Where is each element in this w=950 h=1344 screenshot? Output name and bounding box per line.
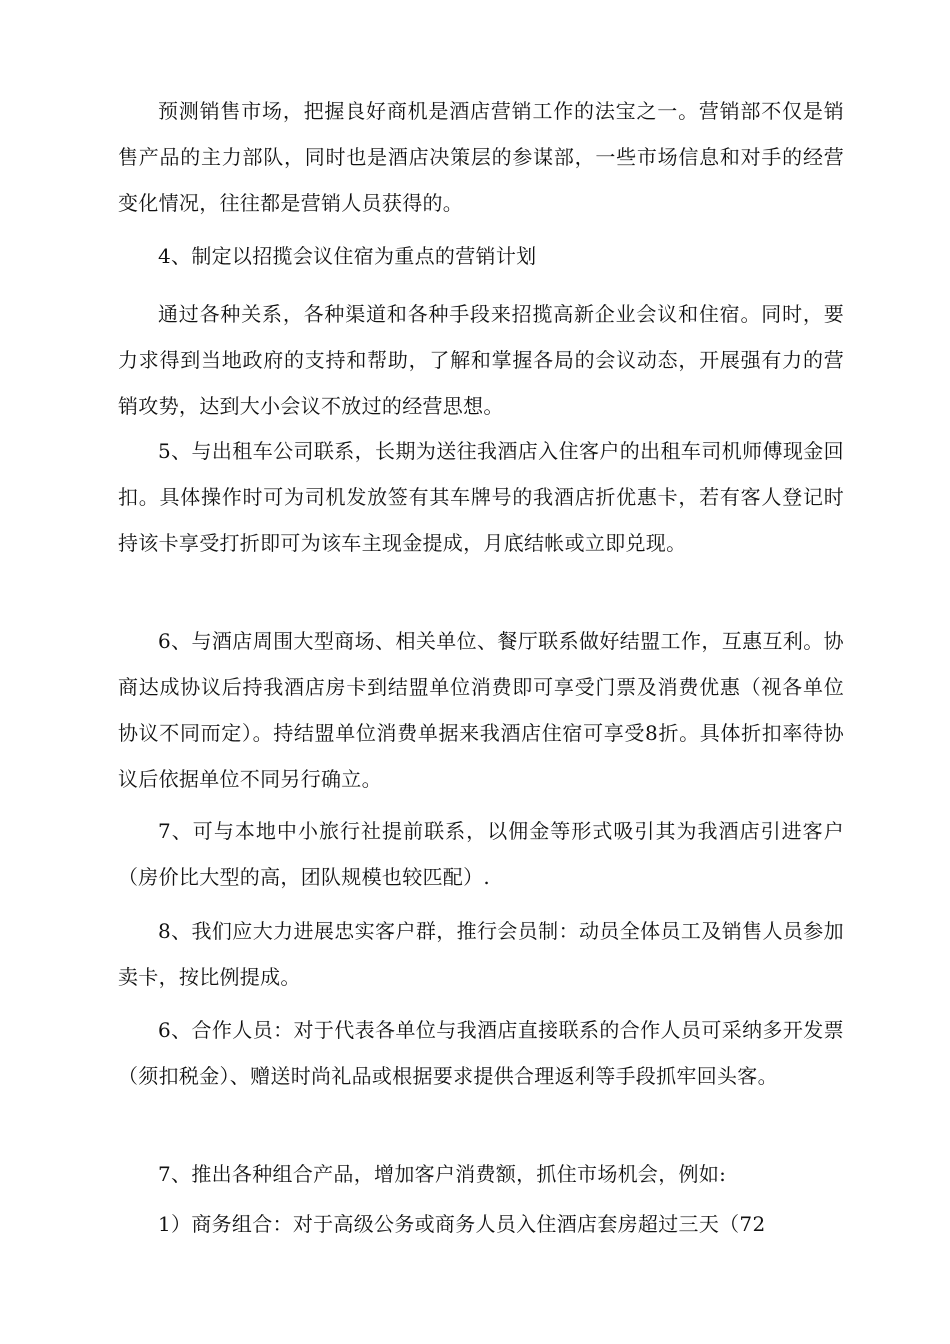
paragraph-partners: 6、合作人员：对于代表各单位与我酒店直接联系的合作人员可采纳多开发票（须扣税金）、赠送时尚礼品或根据要求提供合理返利等手段抓牢回头客。: [118, 1018, 844, 1088]
paragraph-meeting-accommodation: 通过各种关系，各种渠道和各种手段来招揽高新企业会议和住宿。同时，要力求得到当地政府的支持和帮助，了解和掌握各局的会议动态，开展强有力的营销攻势，达到大小会议不放过的经营思想。: [118, 302, 844, 418]
paragraph-business-combo: 1）商务组合：对于高级公务或商务人员入住酒店套房超过三天（72: [158, 1212, 766, 1236]
paragraph-travel-agency: 7、可与本地中小旅行社提前联系，以佣金等形式吸引其为我酒店引进客户（房价比大型的高，团队规模也较匹配）.: [118, 819, 844, 889]
paragraph-market-forecast: 预测销售市场，把握良好商机是酒店营销工作的法宝之一。营销部不仅是销售产品的主力部队，同时也是酒店决策层的参谋部，一些市场信息和对手的经营变化情况，往往都是营销人员获得的。: [118, 99, 844, 215]
paragraph-taxi-company: 5、与出租车公司联系，长期为送往我酒店入住客户的出租车司机师傅现金回扣。具体操作时可为司机发放签有其车牌号的我酒店折优惠卡，若有客人登记时持该卡享受打折即可为该车主现金提成，月底结帐或立即兑现。: [118, 439, 844, 555]
paragraph-membership: 8、我们应大力进展忠实客户群，推行会员制：动员全体员工及销售人员参加卖卡，按比例提成。: [118, 919, 844, 989]
paragraph-combo-products: 7、推出各种组合产品，增加客户消费额，抓住市场机会，例如:: [158, 1162, 727, 1186]
paragraph-alliance: 6、与酒店周围大型商场、相关单位、餐厅联系做好结盟工作，互惠互利。协商达成协议后持我酒店房卡到结盟单位消费即可享受门票及消费优惠（视各单位协议不同而定）。持结盟单位消费单据来我酒店住宿可享受8折。具体折扣率待协议后依据单位不同另行确立。: [118, 629, 844, 791]
heading-meeting-plan: 4、制定以招揽会议住宿为重点的营销计划: [158, 244, 537, 268]
